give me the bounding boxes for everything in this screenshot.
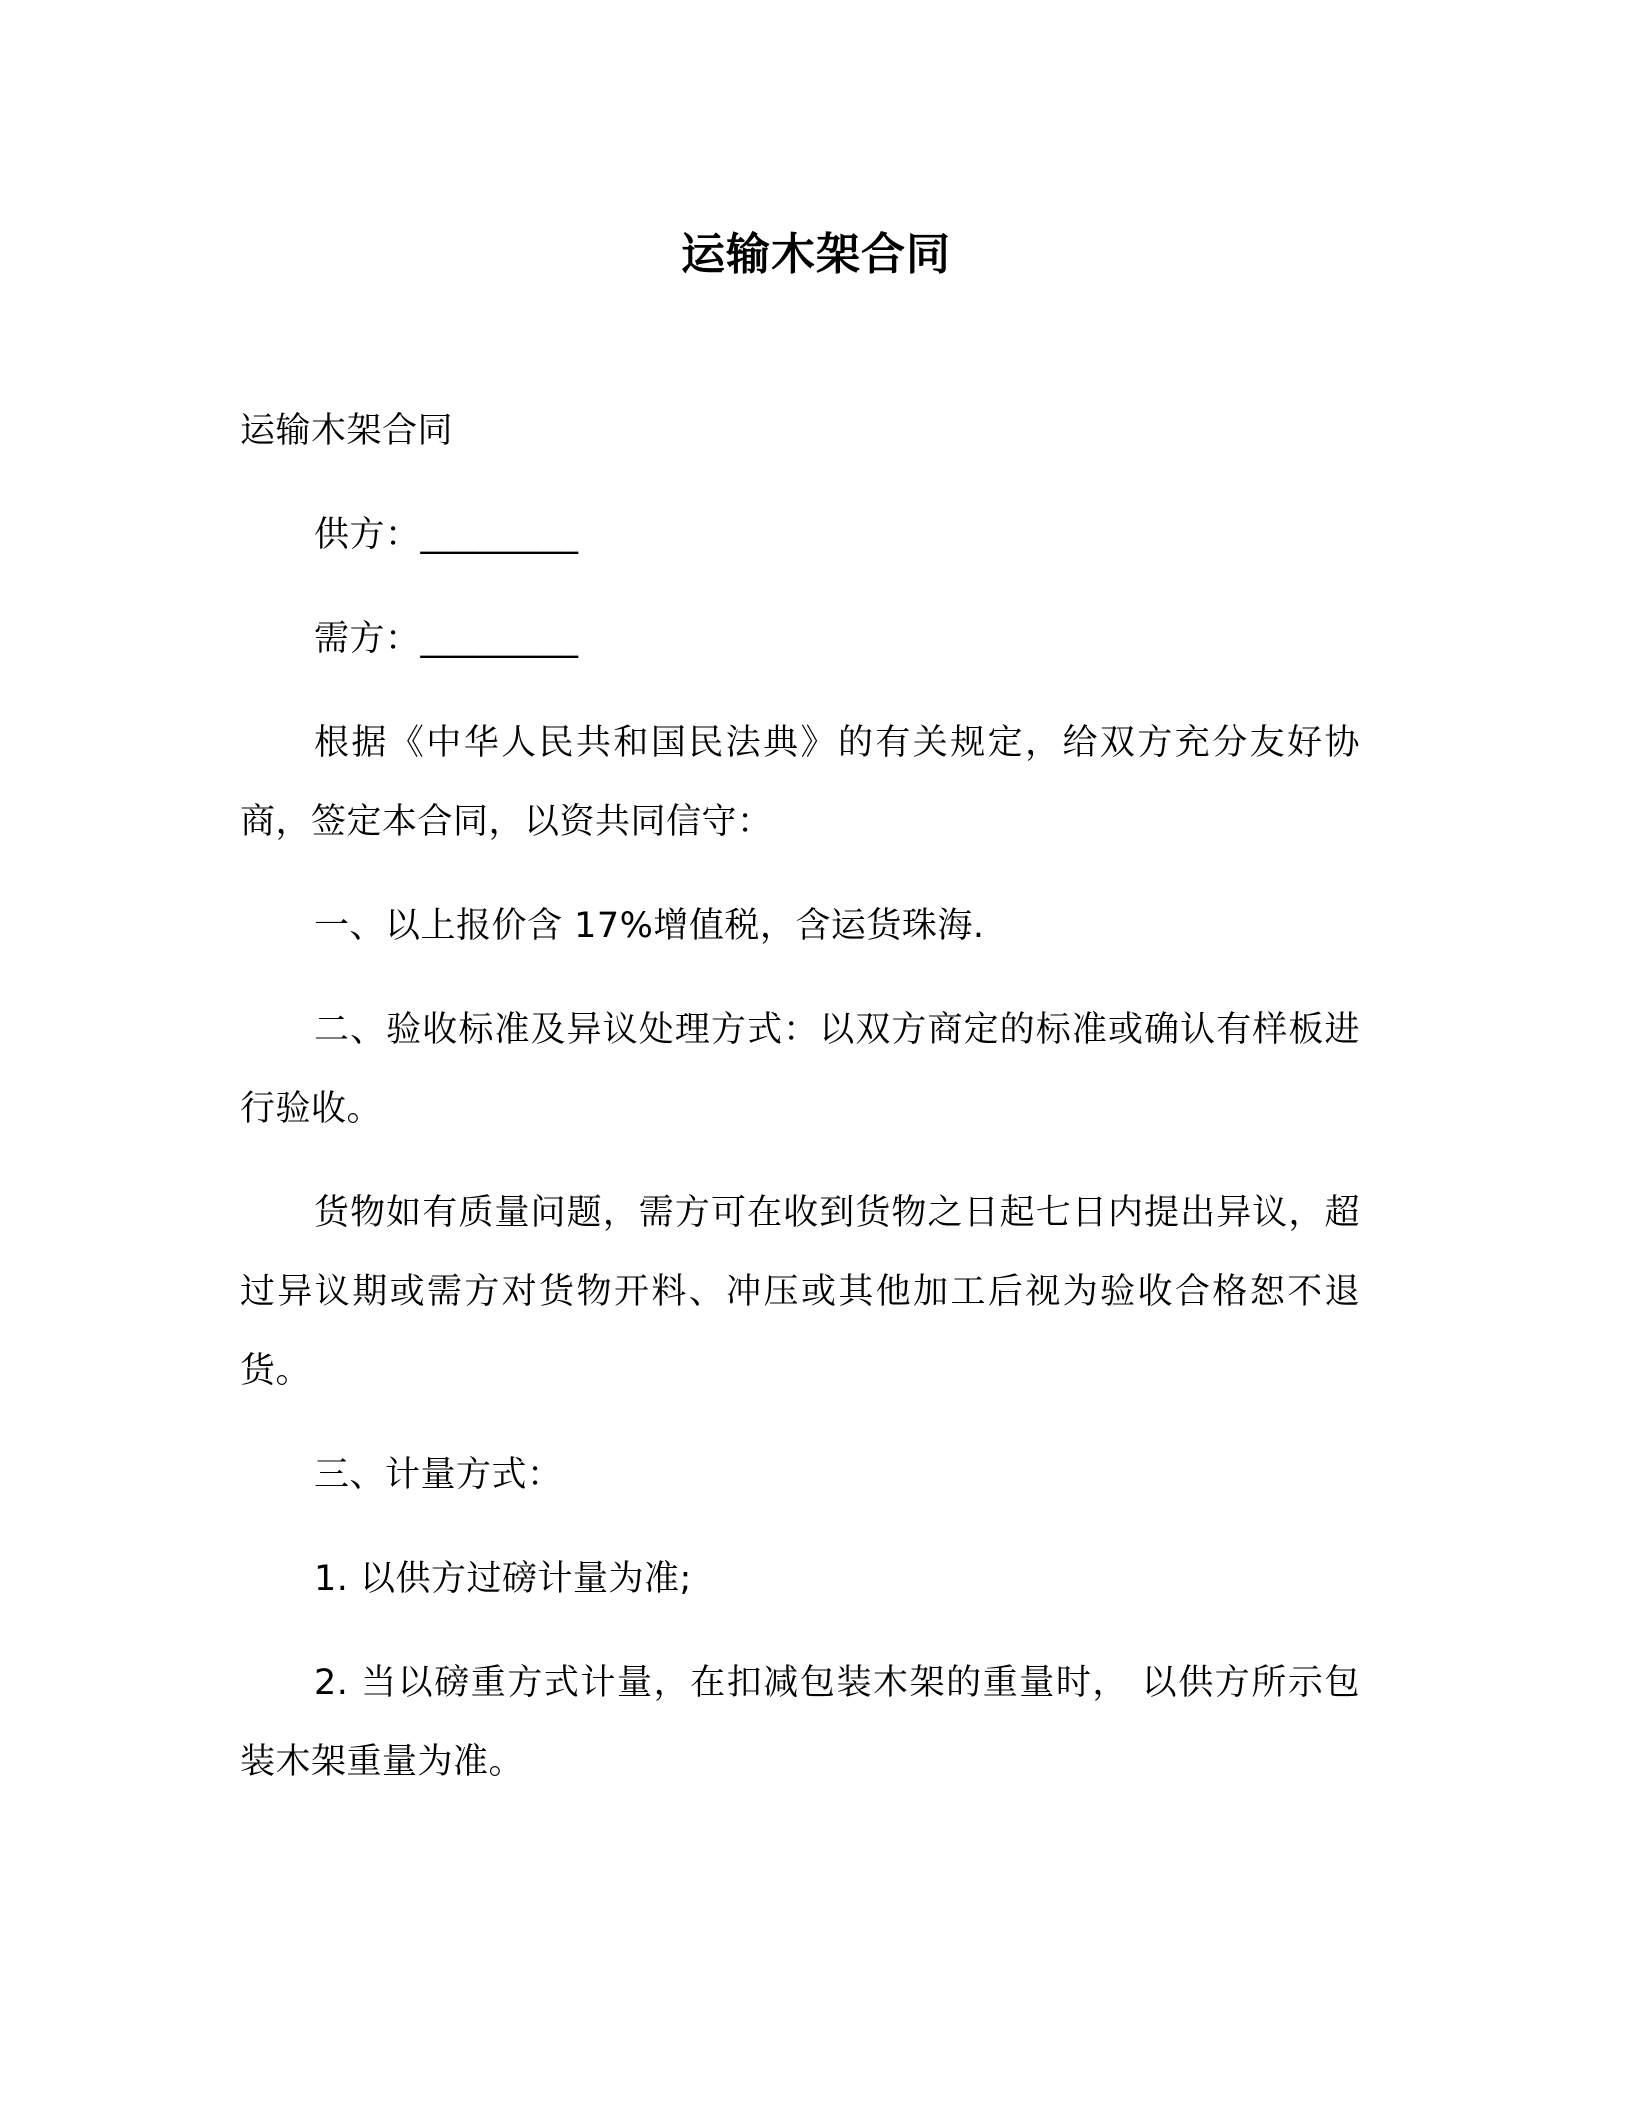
preamble-paragraph: 根据《中华人民共和国民法典》的有关规定，给双方充分友好协商，签定本合同，以资共同信守： [240,723,1360,842]
measurement-item-1: 1. 以供方过磅计量为准; [314,1559,692,1599]
measurement-item-2: 2. 当以磅重方式计量，在扣减包装木架的重量时， 以供方所示包装木架重量为准。 [240,1663,1360,1782]
clause-one-paragraph: 一、以上报价含 17%增值税，含运货珠海. [314,906,985,946]
supplier-blank: _________ [420,515,579,555]
buyer-line [240,600,1360,679]
contract-subtitle: 运输木架合同 [240,411,454,451]
buyer-blank: _________ [420,619,579,659]
quality-objection-paragraph: 货物如有质量问题，需方可在收到货物之日起七日内提出异议，超过异议期或需方对货物开料、冲压或其他加工后视为验收合格恕不退货。 [240,1193,1360,1391]
clause-two-paragraph: 二、验收标准及异议处理方式：以双方商定的标准或确认有样板进行验收。 [240,1010,1360,1129]
document-body [240,392,1360,1827]
document-title: 运输木架合同 [681,229,951,280]
supplier-label: 供方： [314,515,421,555]
buyer-label: 需方： [314,619,421,659]
clause-three-heading: 三、计量方式： [314,1455,563,1495]
supplier-line [240,496,1360,575]
